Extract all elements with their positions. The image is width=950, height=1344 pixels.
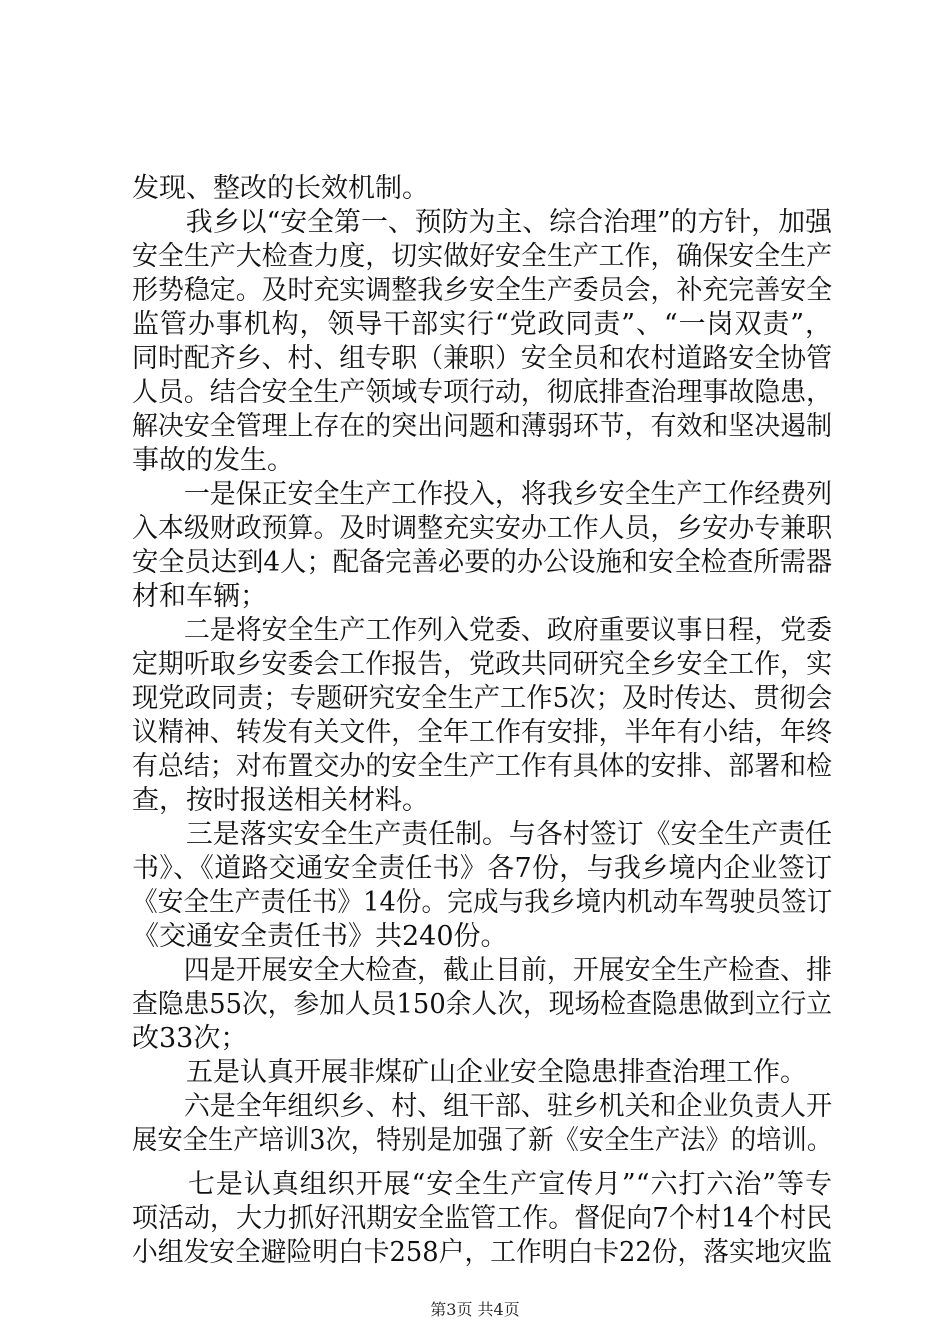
text-line-11: 入本级财政预算。及时调整充实安办工作人员，乡安办专兼职 xyxy=(132,513,832,544)
text-line-18: 有总结；对布置交办的安全生产工作有具体的安排、部署和检 xyxy=(132,751,832,782)
text-line-6: 同时配齐乡、村、组专职（兼职）安全员和农村道路安全协管 xyxy=(132,343,832,374)
text-line-32: 小组发安全避险明白卡258户，工作明白卡22份，落实地灾监 xyxy=(132,1237,832,1268)
text-line-23: 《交通安全责任书》共240份。 xyxy=(132,921,508,952)
text-line-25: 查隐患55次，参加人员150余人次，现场检查隐患做到立行立 xyxy=(132,989,832,1020)
text-line-22: 《安全生产责任书》14份。完成与我乡境内机动车驾驶员签订 xyxy=(132,887,833,918)
text-line-4: 形势稳定。及时充实调整我乡安全生产委员会，补充完善安全 xyxy=(132,275,832,306)
text-line-7: 人员。结合安全生产领域专项行动，彻底排查治理事故隐患， xyxy=(132,377,832,408)
text-line-27: 五是认真开展非煤矿山企业安全隐患排查治理工作。 xyxy=(132,1057,807,1088)
text-line-8: 解决安全管理上存在的突出问题和薄弱环节，有效和坚决遏制 xyxy=(132,411,832,442)
text-line-17: 议精神、转发有关文件，全年工作有安排，半年有小结，年终 xyxy=(132,717,832,748)
text-line-19: 查，按时报送相关材料。 xyxy=(132,785,429,816)
text-line-3: 安全生产大检查力度，切实做好安全生产工作，确保安全生产 xyxy=(132,241,832,272)
text-line-9: 事故的发生。 xyxy=(132,445,294,476)
text-line-28: 六是全年组织乡、村、组干部、驻乡机关和企业负责人开 xyxy=(132,1091,832,1122)
text-line-24: 四是开展安全大检查，截止目前，开展安全生产检查、排 xyxy=(132,955,832,986)
text-line-12: 安全员达到4人；配备完善必要的办公设施和安全检查所需器 xyxy=(132,547,833,578)
text-line-30: 七是认真组织开展“安全生产宣传月”“六打六治”等专 xyxy=(132,1169,832,1200)
text-line-1: 发现、整改的长效机制。 xyxy=(132,173,429,204)
text-line-2: 我乡以“安全第一、预防为主、综合治理”的方针，加强 xyxy=(132,207,832,238)
text-line-13: 材和车辆； xyxy=(132,581,267,612)
text-line-16: 现党政同责；专题研究安全生产工作5次；及时传达、贯彻会 xyxy=(132,683,833,714)
text-line-29: 展安全生产培训3次，特别是加强了新《安全生产法》的培训。 xyxy=(132,1125,833,1156)
text-line-14: 二是将安全生产工作列入党委、政府重要议事日程，党委 xyxy=(132,615,832,646)
text-line-26: 改33次； xyxy=(132,1023,248,1054)
text-line-20: 三是落实安全生产责任制。与各村签订《安全生产责任 xyxy=(132,819,832,850)
text-line-31: 项活动，大力抓好汛期安全监管工作。督促向7个村14个村民 xyxy=(132,1203,832,1234)
text-line-21: 书》、《道路交通安全责任书》各7份，与我乡境内企业签订 xyxy=(132,853,832,884)
text-line-10: 一是保正安全生产工作投入，将我乡安全生产工作经费列 xyxy=(132,479,832,510)
page-footer: 第3页 共4页 xyxy=(430,1300,520,1319)
text-line-5: 监管办事机构，领导干部实行“党政同责”、“一岗双责”， xyxy=(132,309,832,340)
text-line-15: 定期听取乡安委会工作报告，党政共同研究全乡安全工作，实 xyxy=(132,649,832,680)
